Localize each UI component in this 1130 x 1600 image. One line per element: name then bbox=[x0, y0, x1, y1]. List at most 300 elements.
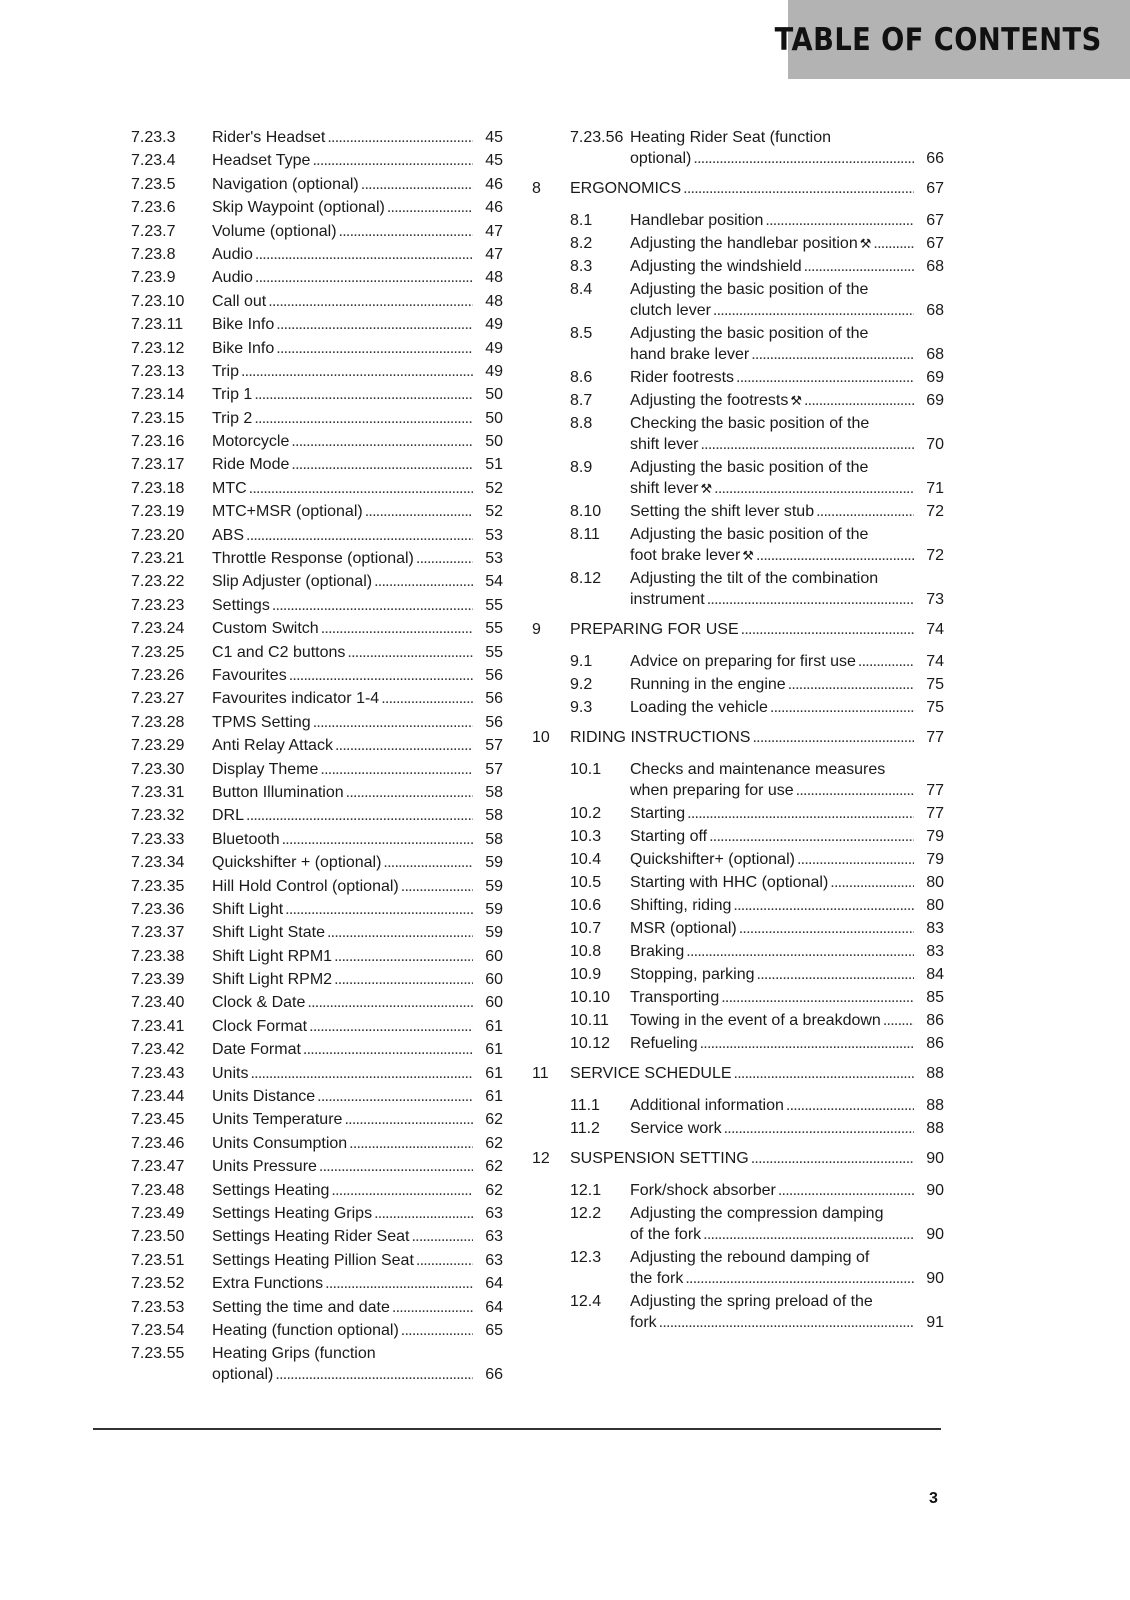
toc-entry[interactable] bbox=[532, 942, 944, 962]
toc-entry-number: 7.23.39 bbox=[131, 971, 185, 989]
dot-leader bbox=[335, 736, 473, 756]
toc-entry[interactable] bbox=[131, 689, 503, 712]
toc-entry-number: 7.23.52 bbox=[131, 1275, 185, 1293]
toc-entry-title: Date Format bbox=[212, 1041, 301, 1059]
toc-entry[interactable] bbox=[532, 1096, 944, 1116]
toc-entry-page: 58 bbox=[485, 807, 503, 825]
toc-entry-title: Settings Heating bbox=[212, 1181, 330, 1199]
dot-leader bbox=[312, 151, 473, 171]
dot-leader bbox=[721, 988, 914, 1008]
toc-entry-title: Units Distance bbox=[212, 1088, 316, 1106]
toc-entry-title: Trip 2 bbox=[212, 409, 253, 427]
toc-entry-number: 10.9 bbox=[570, 966, 602, 983]
toc-entry-number: 7.23.22 bbox=[131, 573, 185, 591]
toc-entry-number: 7.23.3 bbox=[131, 129, 176, 146]
toc-entry-page: 57 bbox=[485, 760, 503, 778]
toc-entry-title: Shift Light RPM1 bbox=[212, 947, 333, 965]
dot-leader bbox=[392, 1298, 473, 1318]
toc-entry-title: Audio bbox=[212, 269, 253, 287]
toc-entry[interactable] bbox=[131, 175, 503, 198]
dot-leader bbox=[361, 175, 473, 195]
toc-entry[interactable] bbox=[131, 572, 503, 595]
toc-entry[interactable] bbox=[131, 151, 503, 174]
toc-entry-title: clutch lever bbox=[630, 302, 711, 319]
toc-entry[interactable] bbox=[131, 479, 503, 502]
toc-entry-title: Loading the vehicle bbox=[630, 699, 768, 716]
toc-entry-number: 10.2 bbox=[570, 805, 602, 822]
toc-entry-number: 7.23.10 bbox=[131, 292, 185, 310]
toc-entry-page: 50 bbox=[485, 409, 503, 427]
toc-entry[interactable] bbox=[131, 1110, 503, 1133]
toc-entry[interactable] bbox=[532, 850, 944, 870]
toc-entry-title: Setting the shift lever stub bbox=[630, 503, 815, 520]
toc-entry[interactable] bbox=[532, 128, 944, 169]
toc-entry[interactable] bbox=[131, 853, 503, 876]
toc-entry-number: 12.2 bbox=[570, 1205, 602, 1222]
dot-leader bbox=[291, 432, 473, 452]
toc-entry[interactable] bbox=[131, 432, 503, 455]
toc-entry[interactable] bbox=[131, 268, 503, 291]
toc-entry-page: 91 bbox=[926, 1314, 944, 1331]
toc-entry[interactable] bbox=[131, 619, 503, 642]
toc-entry-title: Handlebar position bbox=[630, 212, 764, 229]
toc-entry-page: 62 bbox=[485, 1181, 503, 1199]
toc-entry-number: 9.3 bbox=[570, 699, 593, 716]
toc-entry[interactable] bbox=[532, 234, 944, 254]
toc-entry[interactable] bbox=[532, 698, 944, 718]
toc-entry-page: 63 bbox=[485, 1204, 503, 1222]
toc-entry-number: 7.23.47 bbox=[131, 1158, 185, 1176]
dot-leader bbox=[733, 896, 914, 916]
toc-entry-title: Volume (optional) bbox=[212, 222, 337, 240]
dot-leader bbox=[804, 257, 914, 277]
toc-entry-number: 7.23.55 bbox=[131, 1345, 185, 1363]
toc-entry-page: 46 bbox=[485, 199, 503, 217]
wrench-icon: ⚒ bbox=[790, 394, 802, 409]
toc-entry-page: 49 bbox=[485, 362, 503, 380]
toc-entry-page: 69 bbox=[926, 369, 944, 386]
toc-chapter-entry[interactable] bbox=[532, 620, 944, 640]
toc-entry-title: shift lever bbox=[630, 436, 699, 453]
dot-leader bbox=[255, 245, 473, 265]
toc-entry-title: hand brake lever bbox=[630, 346, 750, 363]
dot-leader bbox=[703, 1225, 914, 1245]
dot-leader bbox=[255, 268, 473, 288]
toc-entry-page: 61 bbox=[485, 1064, 503, 1082]
toc-entry-number: 7.23.26 bbox=[131, 666, 185, 684]
toc-entry-title-line1: Checks and maintenance measures bbox=[630, 761, 886, 778]
toc-entry-page: 66 bbox=[926, 150, 944, 167]
toc-entry[interactable] bbox=[131, 596, 503, 619]
toc-entry[interactable] bbox=[532, 458, 944, 499]
toc-entry[interactable] bbox=[532, 1034, 944, 1054]
toc-chapter-entry[interactable] bbox=[532, 1149, 944, 1169]
toc-entry-number: 7.23.48 bbox=[131, 1181, 185, 1199]
toc-entry-number: 11.2 bbox=[570, 1120, 600, 1137]
toc-entry-number: 12.1 bbox=[570, 1182, 602, 1199]
toc-entry-page: 55 bbox=[485, 643, 503, 661]
toc-entry[interactable] bbox=[131, 549, 503, 572]
toc-entry-number: 9.2 bbox=[570, 676, 593, 693]
toc-entry-title-line1: Adjusting the basic position of the bbox=[630, 526, 869, 543]
toc-entry-number: 12 bbox=[532, 1150, 550, 1167]
toc-entry[interactable] bbox=[532, 414, 944, 455]
toc-entry[interactable] bbox=[131, 1227, 503, 1250]
toc-entry[interactable] bbox=[131, 760, 503, 783]
toc-entry-page: 46 bbox=[485, 175, 503, 193]
dot-leader bbox=[285, 900, 473, 920]
toc-entry-title: Settings Heating Grips bbox=[212, 1204, 373, 1222]
toc-entry-number: 7.23.43 bbox=[131, 1064, 185, 1082]
toc-entry-title: Skip Waypoint (optional) bbox=[212, 199, 385, 217]
toc-entry[interactable] bbox=[532, 804, 944, 824]
toc-entry-title-line1: Adjusting the basic position of the bbox=[630, 325, 869, 342]
toc-entry[interactable] bbox=[532, 760, 944, 801]
toc-entry-page: 88 bbox=[926, 1065, 944, 1082]
toc-entry-page: 75 bbox=[926, 676, 944, 693]
toc-entry-page: 55 bbox=[485, 596, 503, 614]
toc-entry[interactable] bbox=[131, 1204, 503, 1227]
toc-entry[interactable] bbox=[131, 1064, 503, 1087]
toc-entry-page: 70 bbox=[926, 436, 944, 453]
toc-entry-title: MSR (optional) bbox=[630, 920, 737, 937]
toc-entry-title: Throttle Response (optional) bbox=[212, 550, 414, 568]
toc-entry[interactable] bbox=[131, 362, 503, 385]
toc-entry-title: Headset Type bbox=[212, 152, 311, 170]
dot-leader bbox=[347, 643, 473, 663]
toc-entry[interactable] bbox=[532, 988, 944, 1008]
toc-entry-number: 10.11 bbox=[570, 1012, 609, 1029]
dot-leader bbox=[383, 853, 473, 873]
toc-entry-number: 7.23.21 bbox=[131, 550, 185, 568]
toc-entry[interactable] bbox=[131, 526, 503, 549]
toc-entry-number: 11.1 bbox=[570, 1097, 600, 1114]
dot-leader bbox=[291, 455, 473, 475]
toc-entry-number: 10 bbox=[532, 729, 550, 746]
toc-entry[interactable] bbox=[532, 1011, 944, 1031]
wrench-icon: ⚒ bbox=[859, 237, 872, 252]
toc-entry-page: 60 bbox=[485, 971, 503, 989]
toc-entry[interactable] bbox=[131, 455, 503, 478]
toc-entry[interactable] bbox=[131, 736, 503, 759]
toc-entry[interactable] bbox=[532, 919, 944, 939]
dot-leader bbox=[873, 234, 914, 254]
toc-entry-number: 8.9 bbox=[570, 459, 593, 476]
dot-leader bbox=[770, 698, 914, 718]
toc-entry-page: 49 bbox=[485, 316, 503, 334]
toc-entry[interactable] bbox=[532, 652, 944, 672]
toc-entry-page: 77 bbox=[926, 782, 944, 799]
toc-entry-title: Starting off bbox=[630, 828, 708, 845]
toc-entry[interactable] bbox=[131, 877, 503, 900]
dot-leader bbox=[334, 947, 473, 967]
toc-entry-title: Bluetooth bbox=[212, 830, 280, 848]
toc-entry-number: 8.2 bbox=[570, 235, 593, 252]
toc-entry[interactable] bbox=[131, 502, 503, 525]
toc-entry-number: 7.23.19 bbox=[131, 503, 185, 521]
toc-entry[interactable] bbox=[131, 1274, 503, 1297]
footer-divider bbox=[93, 1428, 941, 1430]
toc-entry-title: Trip bbox=[212, 362, 239, 380]
toc-entry-title: Rider footrests bbox=[630, 369, 735, 386]
toc-entry-title: Units bbox=[212, 1064, 249, 1082]
toc-entry-page: 59 bbox=[485, 877, 503, 895]
toc-entry-page: 83 bbox=[926, 943, 944, 960]
toc-entry-title: Settings bbox=[212, 596, 270, 614]
toc-entry-title: foot brake lever bbox=[630, 547, 741, 564]
toc-entry-page: 47 bbox=[485, 245, 503, 263]
dot-leader bbox=[756, 546, 914, 566]
toc-entry-number: 10.12 bbox=[570, 1035, 611, 1052]
toc-entry[interactable] bbox=[131, 900, 503, 923]
toc-entry-page: 83 bbox=[926, 920, 944, 937]
toc-entry-title: Button Illumination bbox=[212, 783, 344, 801]
toc-entry-page: 61 bbox=[485, 1017, 503, 1035]
toc-entry-title: Setting the time and date bbox=[212, 1298, 390, 1316]
toc-entry-title: Units Consumption bbox=[212, 1134, 348, 1152]
dot-leader bbox=[739, 919, 914, 939]
toc-entry-title: Transporting bbox=[630, 989, 720, 1006]
toc-entry[interactable] bbox=[131, 970, 503, 993]
dot-leader bbox=[686, 942, 914, 962]
toc-entry-number: 11 bbox=[532, 1065, 549, 1082]
toc-entry-number: 7.23.44 bbox=[131, 1088, 185, 1106]
toc-entry[interactable] bbox=[131, 1321, 503, 1344]
dot-leader bbox=[272, 596, 473, 616]
toc-entry[interactable] bbox=[532, 569, 944, 610]
toc-entry-title: optional) bbox=[630, 150, 692, 167]
toc-entry-title: Running in the engine bbox=[630, 676, 786, 693]
toc-entry[interactable] bbox=[131, 222, 503, 245]
toc-entry[interactable] bbox=[131, 1344, 503, 1388]
toc-entry[interactable] bbox=[131, 713, 503, 736]
toc-entry-title: MTC bbox=[212, 479, 247, 497]
toc-entry[interactable] bbox=[532, 675, 944, 695]
toc-right-column bbox=[532, 128, 944, 1336]
toc-entry[interactable] bbox=[532, 1248, 944, 1289]
toc-entry[interactable] bbox=[131, 806, 503, 829]
toc-entry-title: Shift Light RPM2 bbox=[212, 971, 333, 989]
toc-entry[interactable] bbox=[131, 923, 503, 946]
toc-entry-number: 8.4 bbox=[570, 281, 593, 298]
toc-entry-page: 61 bbox=[485, 1088, 503, 1106]
toc-entry-page: 60 bbox=[485, 994, 503, 1012]
toc-entry-number: 8.12 bbox=[570, 570, 602, 587]
toc-entry-title: Call out bbox=[212, 292, 267, 310]
toc-entry-title: Rider's Headset bbox=[212, 129, 326, 146]
toc-entry-number: 7.23.32 bbox=[131, 807, 185, 825]
dot-leader bbox=[275, 1365, 473, 1385]
toc-entry[interactable] bbox=[532, 873, 944, 893]
toc-entry-page: 51 bbox=[485, 456, 503, 474]
toc-entry[interactable] bbox=[532, 502, 944, 522]
dot-leader bbox=[344, 1110, 473, 1130]
toc-entry-page: 79 bbox=[926, 851, 944, 868]
toc-entry-number: 7.23.33 bbox=[131, 830, 185, 848]
toc-entry-title: Navigation (optional) bbox=[212, 175, 359, 193]
toc-entry[interactable] bbox=[532, 391, 944, 411]
toc-entry[interactable] bbox=[532, 827, 944, 847]
dot-leader bbox=[693, 149, 914, 169]
toc-entry-number: 10.5 bbox=[570, 874, 602, 891]
page-title: TABLE OF CONTENTS bbox=[774, 22, 1102, 58]
toc-entry-title: SERVICE SCHEDULE bbox=[570, 1065, 732, 1082]
dot-leader bbox=[659, 1313, 914, 1333]
toc-entry[interactable] bbox=[131, 1181, 503, 1204]
toc-entry-title: DRL bbox=[212, 807, 245, 825]
toc-entry[interactable] bbox=[131, 198, 503, 221]
toc-entry[interactable] bbox=[532, 280, 944, 321]
toc-chapter-entry[interactable] bbox=[532, 179, 944, 199]
toc-entry-title: PREPARING FOR USE bbox=[570, 621, 739, 638]
toc-entry-title: when preparing for use bbox=[630, 782, 794, 799]
toc-entry-page: 72 bbox=[926, 503, 944, 520]
toc-entry-number: 10.4 bbox=[570, 851, 602, 868]
toc-entry[interactable] bbox=[131, 1017, 503, 1040]
toc-entry-number: 7.23.23 bbox=[131, 596, 185, 614]
toc-entry-title: Audio bbox=[212, 245, 253, 263]
dot-leader bbox=[778, 1181, 914, 1201]
dot-leader bbox=[331, 1181, 473, 1201]
toc-chapter-entry[interactable] bbox=[532, 728, 944, 748]
toc-entry-title: Units Pressure bbox=[212, 1158, 317, 1176]
toc-entry[interactable] bbox=[131, 1087, 503, 1110]
toc-entry-title: Braking bbox=[630, 943, 685, 960]
dot-leader bbox=[387, 198, 473, 218]
toc-entry[interactable] bbox=[532, 211, 944, 231]
toc-entry-number: 7.23.54 bbox=[131, 1321, 185, 1339]
toc-entry[interactable] bbox=[532, 257, 944, 277]
dot-leader bbox=[416, 549, 473, 569]
toc-entry-number: 7.23.45 bbox=[131, 1111, 185, 1129]
toc-entry[interactable] bbox=[532, 324, 944, 365]
toc-entry-number: 7.23.24 bbox=[131, 620, 185, 638]
page-number: 3 bbox=[929, 1490, 938, 1507]
toc-entry-title: RIDING INSTRUCTIONS bbox=[570, 729, 751, 746]
toc-entry-page: 66 bbox=[485, 1366, 503, 1384]
toc-entry[interactable] bbox=[131, 245, 503, 268]
dot-leader bbox=[757, 965, 914, 985]
toc-entry[interactable] bbox=[131, 1298, 503, 1321]
toc-entry-page: 86 bbox=[926, 1035, 944, 1052]
toc-entry[interactable] bbox=[131, 409, 503, 432]
toc-entry-title: TPMS Setting bbox=[212, 713, 311, 731]
toc-entry[interactable] bbox=[532, 896, 944, 916]
toc-entry[interactable] bbox=[131, 830, 503, 853]
toc-entry[interactable] bbox=[131, 128, 503, 151]
dot-leader bbox=[788, 675, 914, 695]
toc-entry-number: 7.23.42 bbox=[131, 1041, 185, 1059]
toc-entry-number: 7.23.49 bbox=[131, 1204, 185, 1222]
toc-entry-number: 7.23.29 bbox=[131, 737, 185, 755]
toc-entry[interactable] bbox=[131, 1134, 503, 1157]
toc-entry[interactable] bbox=[131, 315, 503, 338]
dot-leader bbox=[416, 1251, 473, 1271]
toc-entry-page: 74 bbox=[926, 653, 944, 670]
toc-entry-title: Trip 1 bbox=[212, 386, 253, 404]
toc-entry-page: 68 bbox=[926, 346, 944, 363]
toc-entry-number: 10.8 bbox=[570, 943, 602, 960]
toc-entry-page: 62 bbox=[485, 1111, 503, 1129]
toc-entry-title: Adjusting the handlebar position bbox=[630, 235, 858, 252]
dot-leader bbox=[687, 804, 914, 824]
toc-entry[interactable] bbox=[131, 385, 503, 408]
toc-entry[interactable] bbox=[131, 783, 503, 806]
toc-entry[interactable] bbox=[131, 1251, 503, 1274]
toc-entry-page: 67 bbox=[926, 212, 944, 229]
toc-entry[interactable] bbox=[532, 1204, 944, 1245]
toc-entry-number: 7.23.4 bbox=[131, 152, 176, 170]
dot-leader bbox=[321, 619, 473, 639]
toc-entry-page: 53 bbox=[485, 526, 503, 544]
toc-entry[interactable] bbox=[532, 965, 944, 985]
toc-entry-title: Favourites indicator 1-4 bbox=[212, 690, 380, 708]
wrench-icon: ⚒ bbox=[700, 482, 713, 497]
toc-entry[interactable] bbox=[532, 1181, 944, 1201]
toc-entry[interactable] bbox=[131, 666, 503, 689]
dot-leader bbox=[327, 923, 473, 943]
toc-entry-title: Adjusting the windshield bbox=[630, 258, 802, 275]
dot-leader bbox=[307, 993, 473, 1013]
toc-entry-page: 56 bbox=[485, 666, 503, 684]
dot-leader bbox=[830, 873, 914, 893]
toc-entry[interactable] bbox=[532, 1119, 944, 1139]
dot-leader bbox=[751, 345, 914, 365]
toc-entry[interactable] bbox=[532, 525, 944, 566]
toc-entry-title-line1: Adjusting the basic position of the bbox=[630, 281, 869, 298]
toc-entry-title-line1: Adjusting the compression damping bbox=[630, 1205, 884, 1222]
toc-entry[interactable] bbox=[131, 643, 503, 666]
toc-entry[interactable] bbox=[131, 1040, 503, 1063]
toc-entry[interactable] bbox=[532, 1292, 944, 1333]
dot-leader bbox=[707, 590, 914, 610]
toc-entry-title: SUSPENSION SETTING bbox=[570, 1150, 749, 1167]
toc-entry-title-line1: Adjusting the rebound damping of bbox=[630, 1249, 870, 1266]
toc-entry-title: Ride Mode bbox=[212, 456, 290, 474]
toc-entry[interactable] bbox=[131, 993, 503, 1016]
toc-entry[interactable] bbox=[131, 1157, 503, 1180]
toc-entry-page: 79 bbox=[926, 828, 944, 845]
toc-entry-title: of the fork bbox=[630, 1226, 702, 1243]
toc-entry-page: 68 bbox=[926, 258, 944, 275]
toc-entry-page: 59 bbox=[485, 900, 503, 918]
toc-entry[interactable] bbox=[131, 339, 503, 362]
toc-entry-title: Advice on preparing for first use bbox=[630, 653, 856, 670]
dot-leader bbox=[339, 222, 473, 242]
toc-entry-title: Bike Info bbox=[212, 339, 275, 357]
toc-entry-page: 61 bbox=[485, 1041, 503, 1059]
toc-entry-title: Service work bbox=[630, 1120, 722, 1137]
dot-leader bbox=[765, 211, 914, 231]
toc-entry[interactable] bbox=[532, 368, 944, 388]
toc-entry-number: 7.23.53 bbox=[131, 1298, 185, 1316]
toc-entry[interactable] bbox=[131, 947, 503, 970]
toc-entry-page: 71 bbox=[926, 480, 944, 497]
toc-entry[interactable] bbox=[131, 292, 503, 315]
toc-entry-number: 7.23.11 bbox=[131, 316, 184, 334]
dot-leader bbox=[313, 713, 473, 733]
toc-entry-number: 7.23.5 bbox=[131, 175, 176, 193]
dot-leader bbox=[734, 1064, 914, 1084]
toc-entry-title: Custom Switch bbox=[212, 620, 319, 638]
toc-entry-number: 7.23.18 bbox=[131, 479, 185, 497]
toc-entry-number: 7.23.14 bbox=[131, 386, 185, 404]
dot-leader bbox=[797, 850, 914, 870]
toc-entry-title: Shift Light bbox=[212, 900, 284, 918]
dot-leader bbox=[319, 1157, 473, 1177]
toc-chapter-entry[interactable] bbox=[532, 1064, 944, 1084]
dot-leader bbox=[276, 339, 473, 359]
